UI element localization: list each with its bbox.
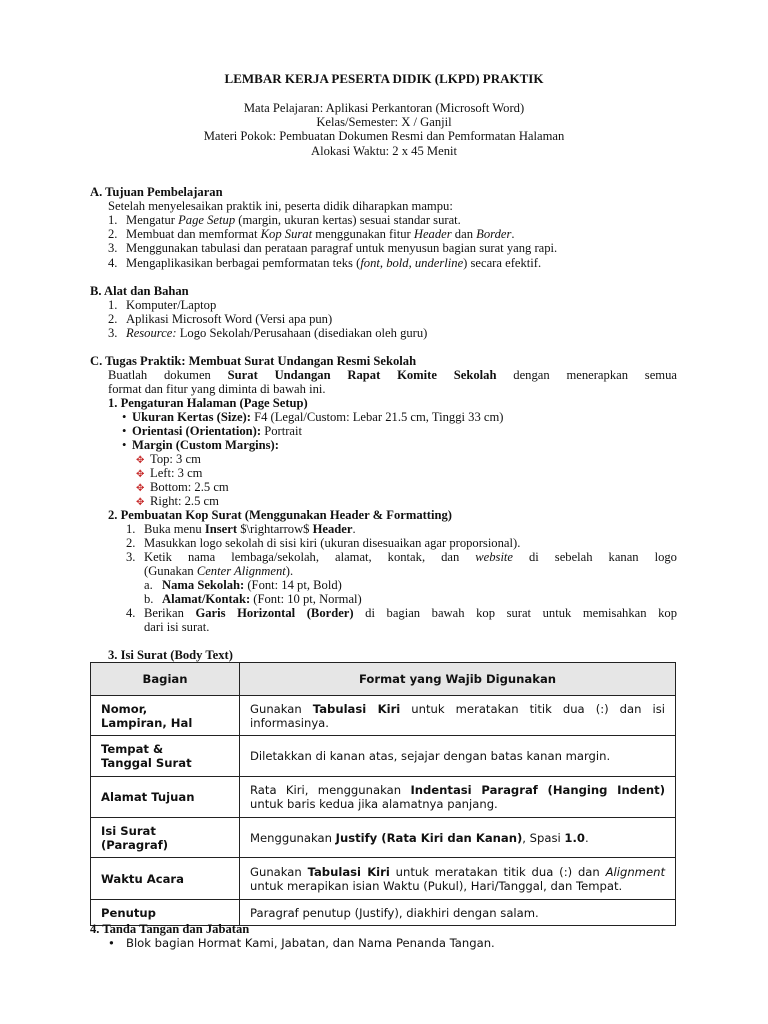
body-format-table (90, 662, 676, 926)
table-cell-format: Gunakan Tabulasi Kiri untuk meratakan titik dua (:) dan isi informasinya. (240, 696, 676, 736)
section-a-item-3: 3. Menggunakan tabulasi dan perataan paragraf untuk menyusun bagian surat yang rapi. (108, 241, 558, 255)
table-cell-part: Waktu Acara (91, 858, 240, 900)
arrow-bullet-icon: ✥ (136, 455, 145, 466)
table-cell-format: Rata Kiri, menggunakan Indentasi Paragraf (Hanging Indent) untuk baris kedua jika alamatnya panjang. (240, 777, 676, 818)
kop-surat-heading: 2. Pembuatan Kop Surat (Menggunakan Header & Formatting) (108, 508, 452, 522)
page-setup-heading: 1. Pengaturan Halaman (Page Setup) (108, 396, 308, 410)
section-c-intro-line-1: Buatlah dokumen Surat Undangan Rapat Komite Sekolah dengan menerapkan semua (108, 368, 677, 382)
section-b-heading: B. Alat dan Bahan (90, 284, 189, 298)
kop-step-4-line-2: dari isi surat. (144, 620, 210, 634)
table-row (91, 736, 676, 777)
page-setup-orientation: • Orientasi (Orientation): Portrait (122, 424, 302, 438)
kop-step-3-line-2: (Gunakan Center Alignment). (144, 564, 294, 578)
table-cell-part: Penutup (91, 900, 240, 926)
section-c-heading: C. Tugas Praktik: Membuat Surat Undangan Resmi Sekolah (90, 354, 417, 368)
kop-step-2: 2. Masukkan logo sekolah di sisi kiri (ukuran disesuaikan agar proporsional). (126, 536, 521, 550)
table-row (91, 696, 676, 736)
signature-item: • Blok bagian Hormat Kami, Jabatan, dan Nama Penanda Tangan. (108, 936, 495, 950)
table-cell-format: Menggunakan Justify (Rata Kiri dan Kanan), Spasi 1.0. (240, 818, 676, 858)
meta-class: Kelas/Semester: X / Ganjil (316, 115, 452, 130)
table-header-row (91, 663, 676, 696)
section-a-heading: A. Tujuan Pembelajaran (90, 185, 223, 199)
kop-step-3a: a. Nama Sekolah: (Font: 14 pt, Bold) (144, 578, 342, 592)
table-cell-format: Diletakkan di kanan atas, sejajar dengan batas kanan margin. (240, 736, 676, 777)
table-cell-part: Alamat Tujuan (91, 777, 240, 818)
table-row (91, 777, 676, 818)
margin-top: ✥ Top: 3 cm (136, 452, 201, 466)
page-setup-size: • Ukuran Kertas (Size): F4 (Legal/Custom: Lebar 21.5 cm, Tinggi 33 cm) (122, 410, 504, 424)
section-a-item-4: 4. Mengaplikasikan berbagai pemformatan teks (font, bold, underline) secara efektif. (108, 256, 542, 270)
column-header-bagian: Bagian (91, 663, 240, 696)
document-title: LEMBAR KERJA PESERTA DIDIK (LKPD) PRAKTIK (224, 71, 544, 86)
table-cell-part: Isi Surat (Paragraf) (91, 818, 240, 858)
kop-step-3b: b. Alamat/Kontak: (Font: 10 pt, Normal) (144, 592, 362, 606)
section-b-item-3: 3. Resource: Logo Sekolah/Perusahaan (disediakan oleh guru) (108, 326, 428, 340)
margin-right: ✥ Right: 2.5 cm (136, 494, 219, 508)
meta-time: Alokasi Waktu: 2 x 45 Menit (310, 143, 458, 158)
section-b-item-2: 2. Aplikasi Microsoft Word (Versi apa pun) (108, 312, 333, 326)
page-setup-margin: • Margin (Custom Margins): (122, 438, 279, 452)
section-c-intro-line-2: format dan fitur yang diminta di bawah ini. (108, 382, 326, 396)
signature-heading: 4. Tanda Tangan dan Jabatan (90, 922, 250, 936)
body-text-heading: 3. Isi Surat (Body Text) (108, 648, 233, 662)
table-cell-part: Tempat & Tanggal Surat (91, 736, 240, 777)
kop-step-3-line-1: 3. Ketik nama lembaga/sekolah, alamat, kontak, dan website di sebelah kanan logo (126, 550, 677, 564)
table-cell-format: Paragraf penutup (Justify), diakhiri dengan salam. (240, 900, 676, 926)
column-header-format: Format yang Wajib Digunakan (240, 663, 676, 696)
meta-subject: Mata Pelajaran: Aplikasi Perkantoran (Microsoft Word) (243, 101, 525, 115)
arrow-bullet-icon: ✥ (136, 497, 145, 508)
table-row (91, 858, 676, 900)
kop-step-4-line-1: 4. Berikan Garis Horizontal (Border) di bagian bawah kop surat untuk memisahkan kop (126, 606, 677, 620)
meta-topic: Materi Pokok: Pembuatan Dokumen Resmi dan Pemformatan Halaman (203, 129, 565, 144)
table-cell-part: Nomor, Lampiran, Hal (91, 696, 240, 736)
arrow-bullet-icon: ✥ (136, 469, 145, 480)
kop-step-1: 1. Buka menu Insert $\rightarrow$ Header. (126, 522, 356, 536)
table-row (91, 818, 676, 858)
table-cell-format: Gunakan Tabulasi Kiri untuk meratakan titik dua (:) dan Alignment untuk merapikan isian Waktu (Pukul), Hari/Tanggal, dan Tempat. (240, 858, 676, 900)
margin-left: ✥ Left: 3 cm (136, 466, 203, 480)
margin-bottom: ✥ Bottom: 2.5 cm (136, 480, 229, 494)
document-meta (0, 101, 768, 158)
section-a-intro: Setelah menyelesaikan praktik ini, peserta didik diharapkan mampu: (108, 199, 453, 213)
arrow-bullet-icon: ✥ (136, 483, 145, 494)
section-b-item-1: 1. Komputer/Laptop (108, 298, 217, 312)
section-a-item-2: 2. Membuat dan memformat Kop Surat menggunakan fitur Header dan Border. (108, 227, 515, 241)
section-a-item-1: 1. Mengatur Page Setup (margin, ukuran kertas) sesuai standar surat. (108, 213, 461, 227)
